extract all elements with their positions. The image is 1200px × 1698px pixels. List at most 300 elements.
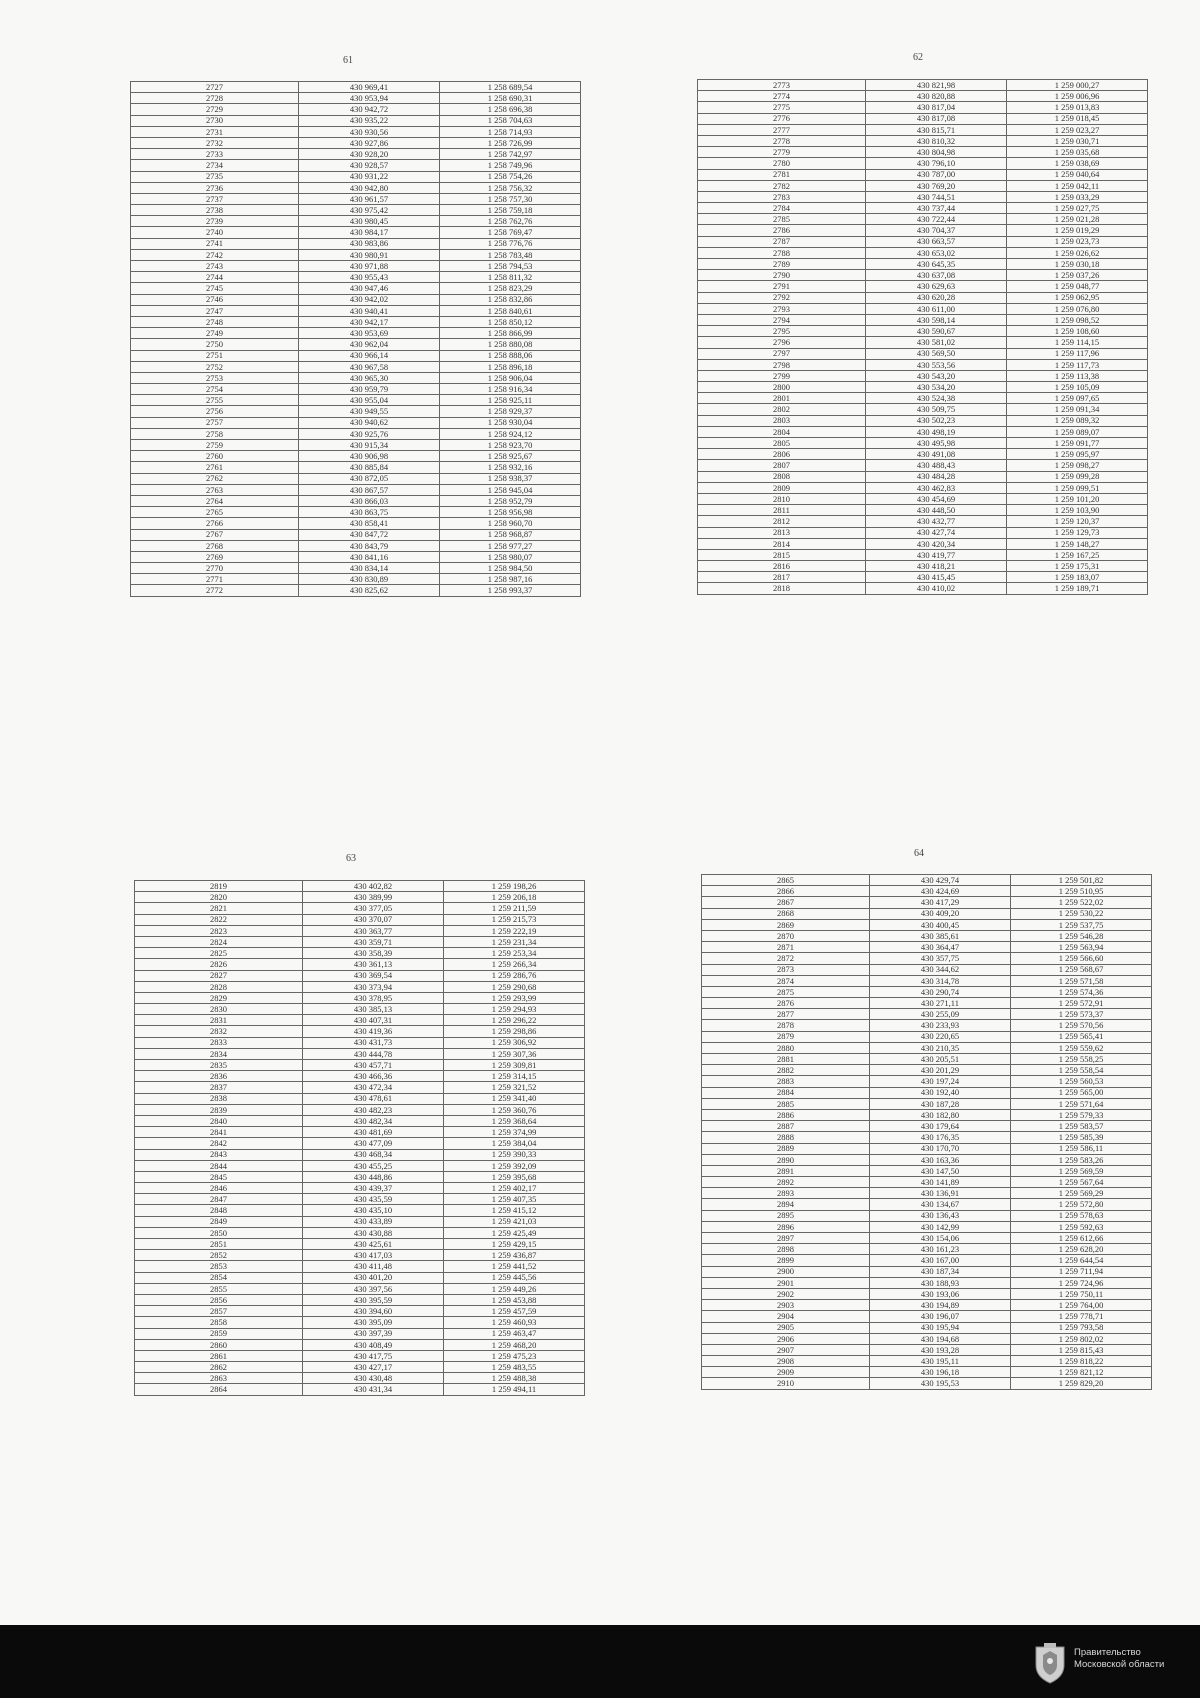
x-coordinate-cell: 430 364,47 [870,942,1011,953]
point-number-cell: 2763 [131,484,299,495]
table-row [698,281,1148,292]
x-coordinate-cell: 430 931,22 [299,171,440,182]
table-row [698,482,1148,493]
x-coordinate-cell: 430 477,09 [303,1138,444,1149]
x-coordinate-cell: 430 971,88 [299,261,440,272]
point-number-cell: 2744 [131,272,299,283]
point-number-cell: 2839 [135,1104,303,1115]
table-row [698,393,1148,404]
point-number-cell: 2874 [702,975,870,986]
table-row [698,247,1148,258]
x-coordinate-cell: 430 407,31 [303,1015,444,1026]
table-row [135,948,585,959]
table-row [698,225,1148,236]
x-coordinate-cell: 430 843,79 [299,540,440,551]
y-coordinate-cell: 1 259 037,26 [1007,270,1148,281]
point-number-cell: 2731 [131,126,299,137]
table-row [702,1322,1152,1333]
table-row [131,495,581,506]
point-number-cell: 2829 [135,992,303,1003]
table-row [698,102,1148,113]
table-row [135,1004,585,1015]
y-coordinate-cell: 1 259 035,68 [1007,147,1148,158]
table-row [131,149,581,160]
y-coordinate-cell: 1 259 105,09 [1007,382,1148,393]
x-coordinate-cell: 430 825,62 [299,585,440,596]
x-coordinate-cell: 430 395,09 [303,1317,444,1328]
x-coordinate-cell: 430 841,16 [299,551,440,562]
x-coordinate-cell: 430 820,88 [866,91,1007,102]
point-number-cell: 2894 [702,1199,870,1210]
table-row [135,1216,585,1227]
point-number-cell: 2789 [698,259,866,270]
table-row [135,1227,585,1238]
y-coordinate-cell: 1 259 390,33 [444,1149,585,1160]
table-row [135,1171,585,1182]
y-coordinate-cell: 1 259 563,94 [1011,942,1152,953]
table-row [698,538,1148,549]
point-number-cell: 2866 [702,886,870,897]
y-coordinate-cell: 1 259 793,58 [1011,1322,1152,1333]
y-coordinate-cell: 1 259 429,15 [444,1239,585,1250]
table-row [135,1294,585,1305]
table-row [131,540,581,551]
point-number-cell: 2881 [702,1054,870,1065]
y-coordinate-cell: 1 259 802,02 [1011,1333,1152,1344]
x-coordinate-cell: 430 935,22 [299,115,440,126]
x-coordinate-cell: 430 980,91 [299,249,440,260]
x-coordinate-cell: 430 817,08 [866,113,1007,124]
x-coordinate-cell: 430 620,28 [866,292,1007,303]
x-coordinate-cell: 430 966,14 [299,350,440,361]
table-row [131,126,581,137]
table-row [702,1042,1152,1053]
point-number-cell: 2741 [131,238,299,249]
y-coordinate-cell: 1 258 769,47 [440,227,581,238]
x-coordinate-cell: 430 611,00 [866,303,1007,314]
table-row [702,1199,1152,1210]
point-number-cell: 2824 [135,936,303,947]
y-coordinate-cell: 1 259 778,71 [1011,1311,1152,1322]
y-coordinate-cell: 1 259 501,82 [1011,875,1152,886]
y-coordinate-cell: 1 259 101,20 [1007,493,1148,504]
table-row [698,326,1148,337]
y-coordinate-cell: 1 258 945,04 [440,484,581,495]
point-number-cell: 2802 [698,404,866,415]
y-coordinate-cell: 1 259 453,88 [444,1294,585,1305]
x-coordinate-cell: 430 984,17 [299,227,440,238]
y-coordinate-cell: 1 259 558,54 [1011,1065,1152,1076]
table-row [698,382,1148,393]
point-number-cell: 2767 [131,529,299,540]
table-row [135,981,585,992]
table-row [131,574,581,585]
y-coordinate-cell: 1 259 183,07 [1007,572,1148,583]
y-coordinate-cell: 1 258 987,16 [440,574,581,585]
x-coordinate-cell: 430 136,91 [870,1188,1011,1199]
x-coordinate-cell: 430 491,08 [866,449,1007,460]
y-coordinate-cell: 1 258 840,61 [440,305,581,316]
x-coordinate-cell: 430 863,75 [299,507,440,518]
y-coordinate-cell: 1 259 421,03 [444,1216,585,1227]
point-number-cell: 2872 [702,953,870,964]
table-row [131,238,581,249]
x-coordinate-cell: 430 424,69 [870,886,1011,897]
point-number-cell: 2861 [135,1350,303,1361]
x-coordinate-cell: 430 430,88 [303,1227,444,1238]
table-row [135,1339,585,1350]
point-number-cell: 2868 [702,908,870,919]
y-coordinate-cell: 1 259 569,29 [1011,1188,1152,1199]
table-row [698,438,1148,449]
x-coordinate-cell: 430 141,89 [870,1177,1011,1188]
point-number-cell: 2743 [131,261,299,272]
table-row [698,460,1148,471]
table-row [135,914,585,925]
point-number-cell: 2828 [135,981,303,992]
point-number-cell: 2797 [698,348,866,359]
x-coordinate-cell: 430 448,50 [866,505,1007,516]
y-coordinate-cell: 1 259 286,76 [444,970,585,981]
y-coordinate-cell: 1 258 993,37 [440,585,581,596]
point-number-cell: 2794 [698,314,866,325]
table-row [702,1333,1152,1344]
y-coordinate-cell: 1 259 321,52 [444,1082,585,1093]
y-coordinate-cell: 1 259 612,66 [1011,1233,1152,1244]
table-row [131,249,581,260]
table-row [135,892,585,903]
table-row [135,1037,585,1048]
x-coordinate-cell: 430 942,80 [299,182,440,193]
y-coordinate-cell: 1 259 368,64 [444,1115,585,1126]
point-number-cell: 2764 [131,495,299,506]
y-coordinate-cell: 1 258 776,76 [440,238,581,249]
table-row [702,953,1152,964]
point-number-cell: 2889 [702,1143,870,1154]
x-coordinate-cell: 430 415,45 [866,572,1007,583]
y-coordinate-cell: 1 259 095,97 [1007,449,1148,460]
point-number-cell: 2751 [131,350,299,361]
table-row [702,1154,1152,1165]
table-row [702,1177,1152,1188]
point-number-cell: 2823 [135,925,303,936]
x-coordinate-cell: 430 629,63 [866,281,1007,292]
y-coordinate-cell: 1 259 572,91 [1011,998,1152,1009]
point-number-cell: 2888 [702,1132,870,1143]
x-coordinate-cell: 430 482,23 [303,1104,444,1115]
table-row [698,270,1148,281]
x-coordinate-cell: 430 357,75 [870,953,1011,964]
point-number-cell: 2729 [131,104,299,115]
x-coordinate-cell: 430 930,56 [299,126,440,137]
y-coordinate-cell: 1 259 586,11 [1011,1143,1152,1154]
x-coordinate-cell: 430 429,74 [870,875,1011,886]
y-coordinate-cell: 1 258 925,67 [440,451,581,462]
point-number-cell: 2810 [698,493,866,504]
y-coordinate-cell: 1 259 231,34 [444,936,585,947]
x-coordinate-cell: 430 439,37 [303,1183,444,1194]
x-coordinate-cell: 430 411,48 [303,1261,444,1272]
y-coordinate-cell: 1 259 253,34 [444,948,585,959]
y-coordinate-cell: 1 258 690,31 [440,93,581,104]
page-number-62: 62 [913,52,923,63]
x-coordinate-cell: 430 969,41 [299,82,440,93]
point-number-cell: 2821 [135,903,303,914]
y-coordinate-cell: 1 259 592,63 [1011,1221,1152,1232]
y-coordinate-cell: 1 259 114,15 [1007,337,1148,348]
x-coordinate-cell: 430 915,34 [299,440,440,451]
y-coordinate-cell: 1 259 558,25 [1011,1054,1152,1065]
point-number-cell: 2867 [702,897,870,908]
x-coordinate-cell: 430 940,62 [299,417,440,428]
table-row [698,337,1148,348]
y-coordinate-cell: 1 259 290,68 [444,981,585,992]
point-number-cell: 2901 [702,1277,870,1288]
point-number-cell: 2747 [131,305,299,316]
point-number-cell: 2772 [131,585,299,596]
x-coordinate-cell: 430 402,82 [303,881,444,892]
point-number-cell: 2758 [131,428,299,439]
y-coordinate-cell: 1 258 924,12 [440,428,581,439]
x-coordinate-cell: 430 187,28 [870,1098,1011,1109]
table-row [135,936,585,947]
point-number-cell: 2870 [702,930,870,941]
table-row [135,881,585,892]
x-coordinate-cell: 430 233,93 [870,1020,1011,1031]
point-number-cell: 2814 [698,538,866,549]
y-coordinate-cell: 1 259 222,19 [444,925,585,936]
point-number-cell: 2742 [131,249,299,260]
table-row [698,203,1148,214]
point-number-cell: 2819 [135,881,303,892]
table-row [702,1143,1152,1154]
table-row [698,191,1148,202]
y-coordinate-cell: 1 259 167,25 [1007,549,1148,560]
table-row [135,1306,585,1317]
x-coordinate-cell: 430 195,94 [870,1322,1011,1333]
point-number-cell: 2838 [135,1093,303,1104]
x-coordinate-cell: 430 478,61 [303,1093,444,1104]
y-coordinate-cell: 1 259 000,27 [1007,80,1148,91]
table-row [131,227,581,238]
x-coordinate-cell: 430 866,03 [299,495,440,506]
x-coordinate-cell: 430 834,14 [299,563,440,574]
point-number-cell: 2864 [135,1384,303,1395]
y-coordinate-cell: 1 259 483,55 [444,1362,585,1373]
point-number-cell: 2891 [702,1165,870,1176]
point-number-cell: 2893 [702,1188,870,1199]
x-coordinate-cell: 430 359,71 [303,936,444,947]
point-number-cell: 2910 [702,1378,870,1389]
table-row [131,160,581,171]
y-coordinate-cell: 1 259 436,87 [444,1250,585,1261]
y-coordinate-cell: 1 259 571,64 [1011,1098,1152,1109]
table-row [135,1250,585,1261]
coat-of-arms-icon [1030,1641,1070,1685]
table-row [702,1009,1152,1020]
table-row [698,572,1148,583]
x-coordinate-cell: 430 454,69 [866,493,1007,504]
point-number-cell: 2801 [698,393,866,404]
org-line-2: Московской области [1074,1659,1165,1670]
point-number-cell: 2876 [702,998,870,1009]
table-row [702,886,1152,897]
y-coordinate-cell: 1 259 441,52 [444,1261,585,1272]
point-number-cell: 2757 [131,417,299,428]
table-row [702,1132,1152,1143]
point-number-cell: 2735 [131,171,299,182]
y-coordinate-cell: 1 259 573,37 [1011,1009,1152,1020]
y-coordinate-cell: 1 259 566,60 [1011,953,1152,964]
y-coordinate-cell: 1 258 968,87 [440,529,581,540]
x-coordinate-cell: 430 196,18 [870,1367,1011,1378]
table-row [698,583,1148,594]
table-row [698,516,1148,527]
table-row [702,1233,1152,1244]
point-number-cell: 2886 [702,1109,870,1120]
y-coordinate-cell: 1 259 198,26 [444,881,585,892]
table-row [135,1104,585,1115]
table-row [702,942,1152,953]
point-number-cell: 2785 [698,214,866,225]
table-row [131,563,581,574]
x-coordinate-cell: 430 290,74 [870,986,1011,997]
y-coordinate-cell: 1 259 568,67 [1011,964,1152,975]
x-coordinate-cell: 430 847,72 [299,529,440,540]
table-row [702,1277,1152,1288]
point-number-cell: 2773 [698,80,866,91]
y-coordinate-cell: 1 258 704,63 [440,115,581,126]
point-number-cell: 2806 [698,449,866,460]
point-number-cell: 2908 [702,1356,870,1367]
table-row [131,261,581,272]
table-row [135,1328,585,1339]
x-coordinate-cell: 430 962,04 [299,339,440,350]
point-number-cell: 2899 [702,1255,870,1266]
y-coordinate-cell: 1 259 293,99 [444,992,585,1003]
point-number-cell: 2865 [702,875,870,886]
y-coordinate-cell: 1 258 754,26 [440,171,581,182]
point-number-cell: 2788 [698,247,866,258]
y-coordinate-cell: 1 259 307,36 [444,1048,585,1059]
point-number-cell: 2907 [702,1344,870,1355]
x-coordinate-cell: 430 409,20 [870,908,1011,919]
y-coordinate-cell: 1 258 689,54 [440,82,581,93]
x-coordinate-cell: 430 433,89 [303,1216,444,1227]
y-coordinate-cell: 1 259 103,90 [1007,505,1148,516]
y-coordinate-cell: 1 258 938,37 [440,473,581,484]
y-coordinate-cell: 1 259 027,75 [1007,203,1148,214]
y-coordinate-cell: 1 259 076,80 [1007,303,1148,314]
x-coordinate-cell: 430 940,41 [299,305,440,316]
point-number-cell: 2793 [698,303,866,314]
y-coordinate-cell: 1 258 888,06 [440,350,581,361]
x-coordinate-cell: 430 488,43 [866,460,1007,471]
table-row [698,370,1148,381]
x-coordinate-cell: 430 134,67 [870,1199,1011,1210]
y-coordinate-cell: 1 259 537,75 [1011,919,1152,930]
table-row [135,1283,585,1294]
y-coordinate-cell: 1 259 091,77 [1007,438,1148,449]
x-coordinate-cell: 430 314,78 [870,975,1011,986]
table-row [131,171,581,182]
y-coordinate-cell: 1 258 984,50 [440,563,581,574]
point-number-cell: 2786 [698,225,866,236]
y-coordinate-cell: 1 258 757,30 [440,193,581,204]
x-coordinate-cell: 430 194,68 [870,1333,1011,1344]
x-coordinate-cell: 430 419,36 [303,1026,444,1037]
table-row [135,1261,585,1272]
table-row [131,115,581,126]
point-number-cell: 2756 [131,406,299,417]
y-coordinate-cell: 1 259 569,59 [1011,1165,1152,1176]
table-row [702,1300,1152,1311]
table-row [131,406,581,417]
x-coordinate-cell: 430 385,13 [303,1004,444,1015]
x-coordinate-cell: 430 418,21 [866,561,1007,572]
point-number-cell: 2880 [702,1042,870,1053]
point-number-cell: 2848 [135,1205,303,1216]
table-row [698,449,1148,460]
x-coordinate-cell: 430 188,93 [870,1277,1011,1288]
x-coordinate-cell: 430 210,35 [870,1042,1011,1053]
x-coordinate-cell: 430 432,77 [866,516,1007,527]
x-coordinate-cell: 430 821,98 [866,80,1007,91]
point-number-cell: 2728 [131,93,299,104]
table-row [135,1138,585,1149]
point-number-cell: 2771 [131,574,299,585]
x-coordinate-cell: 430 147,50 [870,1165,1011,1176]
x-coordinate-cell: 430 193,06 [870,1288,1011,1299]
point-number-cell: 2863 [135,1373,303,1384]
table-row [698,314,1148,325]
table-row [135,1384,585,1395]
x-coordinate-cell: 430 397,56 [303,1283,444,1294]
x-coordinate-cell: 430 817,04 [866,102,1007,113]
y-coordinate-cell: 1 259 117,73 [1007,359,1148,370]
y-coordinate-cell: 1 259 578,63 [1011,1210,1152,1221]
table-row [702,1109,1152,1120]
x-coordinate-cell: 430 358,39 [303,948,444,959]
point-number-cell: 2853 [135,1261,303,1272]
table-row [131,372,581,383]
table-row [702,919,1152,930]
table-row [131,462,581,473]
table-row [135,1093,585,1104]
table-row [702,964,1152,975]
point-number-cell: 2825 [135,948,303,959]
y-coordinate-cell: 1 258 783,48 [440,249,581,260]
table-row [135,903,585,914]
x-coordinate-cell: 430 397,39 [303,1328,444,1339]
y-coordinate-cell: 1 259 117,96 [1007,348,1148,359]
x-coordinate-cell: 430 378,95 [303,992,444,1003]
table-row [698,348,1148,359]
y-coordinate-cell: 1 259 033,29 [1007,191,1148,202]
x-coordinate-cell: 430 193,28 [870,1344,1011,1355]
y-coordinate-cell: 1 259 457,59 [444,1306,585,1317]
x-coordinate-cell: 430 472,34 [303,1082,444,1093]
y-coordinate-cell: 1 259 510,95 [1011,886,1152,897]
table-row [135,1160,585,1171]
y-coordinate-cell: 1 258 742,97 [440,149,581,160]
x-coordinate-cell: 430 906,98 [299,451,440,462]
y-coordinate-cell: 1 258 762,76 [440,216,581,227]
x-coordinate-cell: 430 975,42 [299,205,440,216]
table-row [698,561,1148,572]
point-number-cell: 2792 [698,292,866,303]
x-coordinate-cell: 430 363,77 [303,925,444,936]
